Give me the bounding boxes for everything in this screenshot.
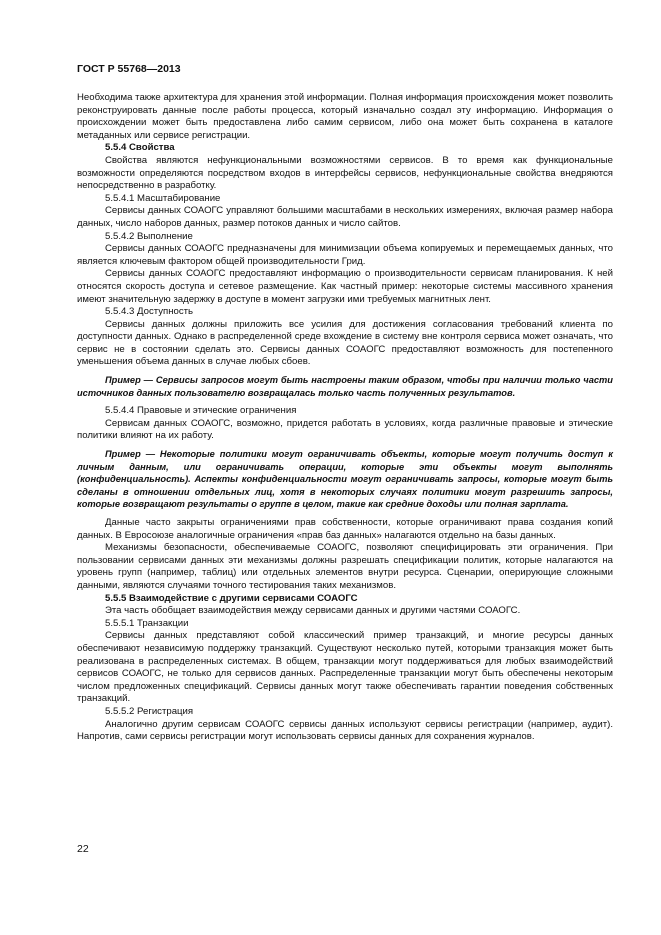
section-heading: 5.5.4.4 Правовые и этические ограничения [105, 405, 297, 417]
standard-header: ГОСТ Р 55768—2013 [77, 63, 181, 75]
section-heading: 5.5.5 Взаимодействие с другими сервисами СОАОГС [105, 592, 358, 604]
section-heading: 5.5.5.1 Транзакции [105, 617, 189, 629]
paragraph: Данные часто закрыты ограничениями прав собственности, которые ограничивают права создания копий данных. В Евросоюзе аналогичные ограничения «прав баз данных» налагаются отдельно на базы данных. [77, 517, 613, 541]
section-heading: 5.5.4 Свойства [105, 142, 175, 154]
paragraph: Сервисы данных должны приложить все усилия для достижения согласования требований клиента по доступности данных. Однако в распределенной среде вхождение в систему вне контроля сервиса может означать, что сервис не в состоянии сделать это. Сервисы данных СОАОГС предоставляют возможность для постепенного уменьшения объема данных в случае любых сбоев. [77, 318, 613, 368]
paragraph: Сервисы данных СОАОГС предоставляют информацию о производительности сервисам планирования. К ней относятся скорость доступа и сетевое размещение. Как частный пример: некоторые системы массивного хранения имеют значительную задержку в доступе в момент загрузки ими требуемых магнитных лент. [77, 268, 613, 305]
example-note: Пример — Некоторые политики могут ограничивать объекты, которые могут получить доступ к личным данным, или ограничивать операции, которые эти объекты могут выполнять (конфиденциальность). Аспекты конфиденциальности могут ограничивать запросы, которые могут быть сделаны в отношении отдельных лиц, хотя в некоторых случаях политики могут разрешить запросы, которые возвращают результаты о группе в целом, такие как средние доходы или полная зарплата. [77, 449, 613, 510]
document-body [77, 92, 613, 744]
paragraph: Аналогично другим сервисам СОАОГС сервисы данных используют сервисы регистрации (например, аудит). Напротив, сами сервисы регистрации могут использовать сервисы данных для сохранения журналов. [77, 718, 613, 743]
paragraph: Сервисы данных СОАОГС управляют большими масштабами в нескольких измерениях, включая размер набора данных, число наборов данных, размер потоков данных и число сайтов. [77, 205, 613, 229]
paragraph: Свойства являются нефункциональными возможностями сервисов. В то время как функциональные возможности определяются посредством входов в интерфейсы сервисов, нефункциональные свойства внедряются непосредственно в разработку. [77, 154, 613, 192]
paragraph: Механизмы безопасности, обеспечиваемые СОАОГС, позволяют специфицировать эти ограничения. При пользовании сервисами данных эти механизмы должны разрешать спецификации политик, которые налагаются на уровень групп (например, таблиц) или отдельных элементов внутри ресурса. Сценарии, оперирующие сложными данными, являются случаями точного тестирования таких механизмов. [77, 542, 613, 591]
paragraph: Эта часть обобщает взаимодействия между сервисами данных и другими частями СОАОГС. [105, 605, 521, 617]
paragraph: Сервисы данных представляют собой классический пример транзакций, и многие ресурсы данных обеспечивают независимую поддержку транзакций. Существуют несколько путей, которыми транзакция может быть реализована в распределенных системах. В общем, транзакции могут поддерживаться для любых взаимодействий сервисов СОАОГС, не только для сервисов данных. Распределенные транзакции могут быть обеспечены некоторым числом предложенных спецификаций. Сервисы данных могут также обеспечивать гарантии поведения собственных транзакций. [77, 630, 613, 705]
section-heading: 5.5.4.2 Выполнение [105, 230, 193, 242]
example-note: Пример — Сервисы запросов могут быть настроены таким образом, чтобы при наличии только части источников данных пользователю возвращалась только часть полученных результатов. [77, 375, 613, 398]
paragraph: Необходима также архитектура для хранения этой информации. Полная информация происхождения может позволить реконструировать данные после работы процесса, который изначально создал эту информацию. Информация о происхождении может быть предоставлена либо самим сервисом, либо она может быть сохранена в каталоге метаданных или сервисе регистрации. [77, 92, 613, 141]
paragraph: Сервисам данных СОАОГС, возможно, придется работать в условиях, когда различные правовые и этические политики влияют на их работу. [77, 417, 613, 442]
page-number: 22 [77, 843, 89, 855]
paragraph: Сервисы данных СОАОГС предназначены для минимизации объема копируемых и перемещаемых данных, что является ключевым фактором общей производительности Грид. [77, 243, 613, 267]
section-heading: 5.5.4.3 Доступность [105, 306, 194, 318]
section-heading: 5.5.5.2 Регистрация [105, 705, 194, 717]
section-heading: 5.5.4.1 Масштабирование [105, 192, 221, 204]
